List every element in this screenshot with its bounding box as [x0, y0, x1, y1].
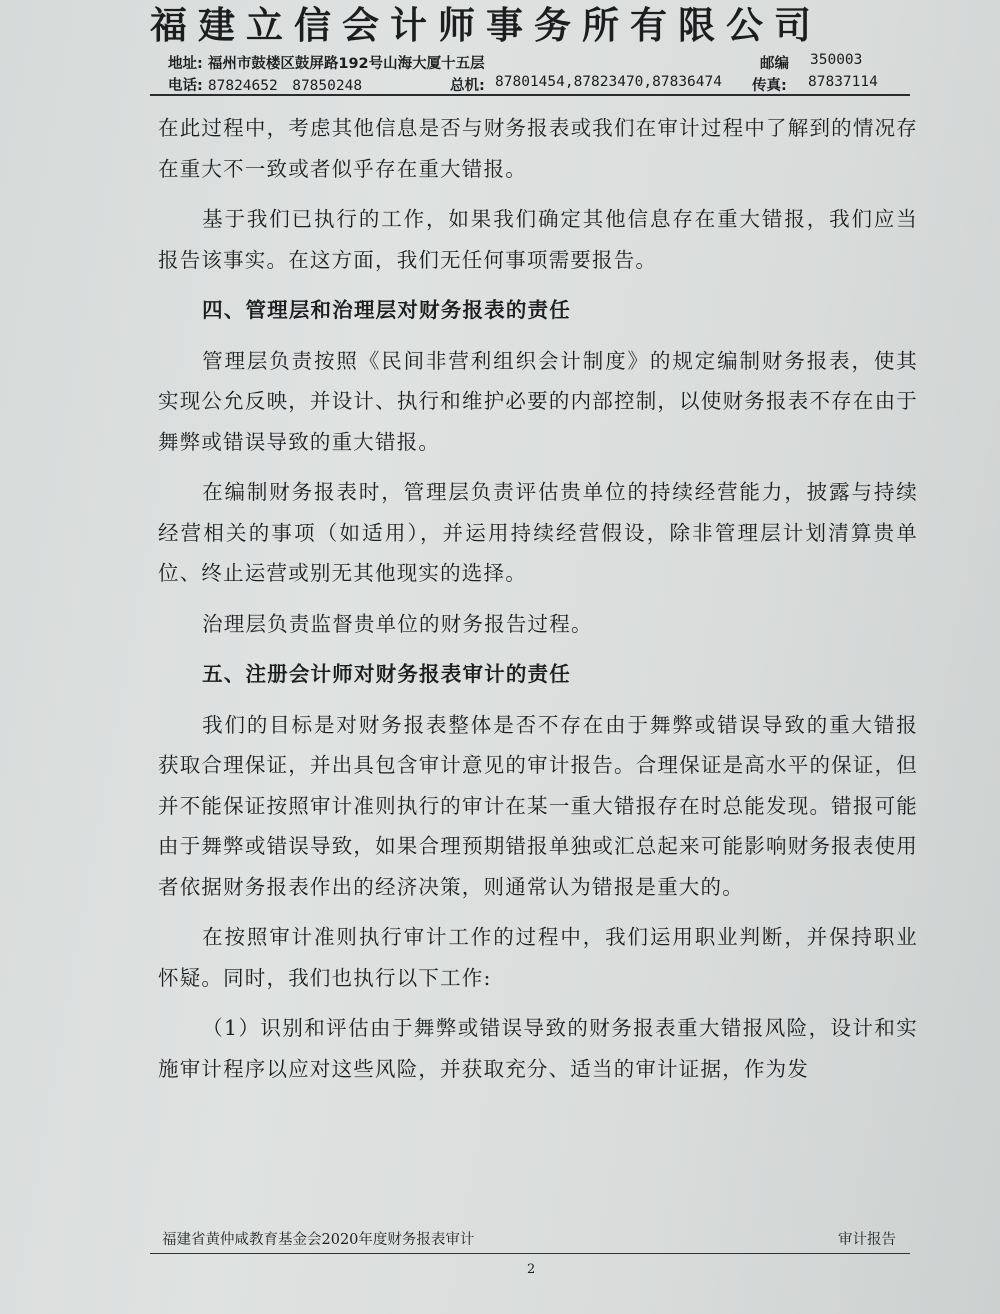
phone-line: [168, 74, 362, 95]
footer-document-title: 福建省黄仲咸教育基金会2020年度财务报表审计: [162, 1232, 475, 1248]
page-number: 2: [527, 1262, 536, 1277]
paragraph-going-concern: 在编制财务报表时，管理层负责评估贵单位的持续经营能力，披露与持续经营相关的事项（如适用），并运用持续经营假设，除非管理层计划清算贵单位、终止运营或别无其他现实的选择。: [158, 480, 918, 585]
address-line: [168, 52, 485, 73]
letterhead-divider: [150, 94, 910, 96]
footer-report-type: 审计报告: [838, 1232, 896, 1248]
switchboard-label: 总机:: [450, 78, 485, 94]
paragraph-continuation: 在此过程中，考虑其他信息是否与财务报表或我们在审计过程中了解到的情况存在重大不一致或者似乎存在重大错报。: [158, 116, 918, 181]
paragraph-professional-judgment: 在按照审计准则执行审计工作的过程中，我们运用职业判断，并保持职业怀疑。同时，我们也执行以下工作:: [158, 925, 918, 990]
paragraph-management-duty: 管理层负责按照《民间非营利组织会计制度》的规定编制财务报表，使其实现公允反映，并设计、执行和维护必要的内部控制，以使财务报表不存在由于舞弊或错误导致的重大错报。: [158, 348, 918, 454]
footer-divider: [150, 1253, 910, 1254]
switchboard-value: 87801454,87823470,87836474: [495, 74, 722, 90]
section-heading-auditor-responsibility: 五、注册会计师对财务报表审计的责任: [202, 662, 571, 686]
address-label: 地址:: [168, 56, 203, 72]
paragraph-governance-oversight: 治理层负责监督贵单位的财务报告过程。: [202, 611, 593, 636]
address-value: 福州市鼓楼区鼓屏路192号山海大厦十五层: [207, 56, 485, 72]
report-body: [158, 108, 918, 1099]
fax-value: 87837114: [808, 74, 878, 90]
phone-value: 87824652 87850248: [207, 78, 363, 94]
letterhead: [0, 0, 1000, 96]
postcode-value: 350003: [810, 52, 863, 68]
paragraph-audit-objective: 我们的目标是对财务报表整体是否不存在由于舞弊或错误导致的重大错报获取合理保证，并出具包含审计意见的审计报告。合理保证是高水平的保证，但并不能保证按照审计准则执行的审计在某一重大错报存在时总能发现。错报可能由于舞弊或错误导致，如果合理预期错报单独或汇总起来可能影响财务报表使用者依据财务报表作出的经济决策，则通常认为错报是重大的。: [158, 712, 918, 899]
section-heading-management-responsibility: 四、管理层和治理层对财务报表的责任: [202, 298, 571, 322]
company-name: 福建立信会计师事务所有限公司: [150, 3, 822, 47]
phone-label: 电话:: [168, 78, 203, 94]
paragraph-risk-identification: （1）识别和评估由于舞弊或错误导致的财务报表重大错报风险，设计和实施审计程序以应对这些风险，并获取充分、适当的审计证据，作为发: [158, 1016, 918, 1081]
fax-label: 传真:: [752, 78, 787, 94]
postcode-label: 邮编: [760, 56, 789, 72]
paragraph-other-info-conclusion: 基于我们已执行的工作，如果我们确定其他信息存在重大错报，我们应当报告该事实。在这方面，我们无任何事项需要报告。: [158, 207, 918, 272]
